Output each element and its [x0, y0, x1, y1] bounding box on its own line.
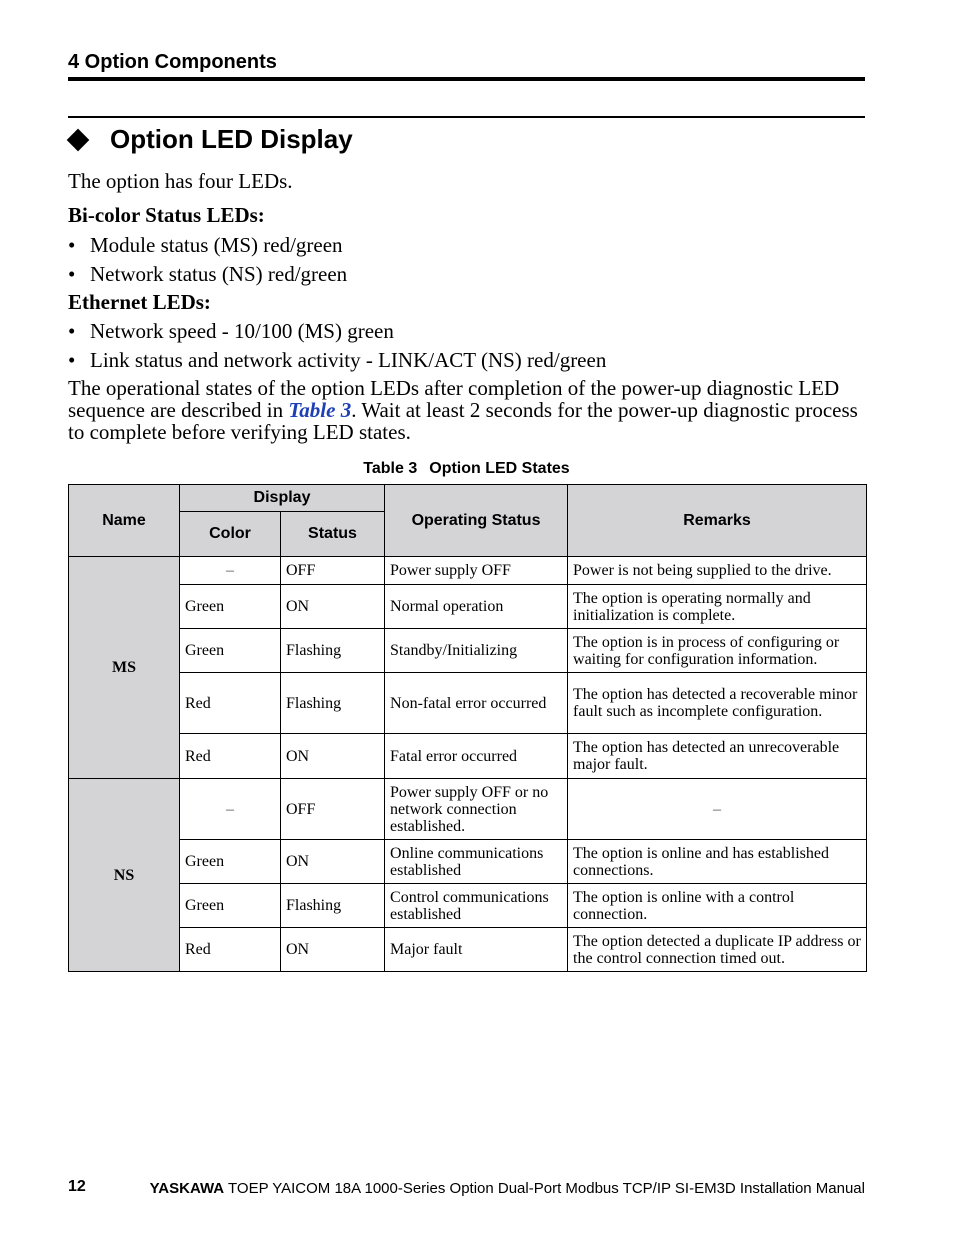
cell-operating: Power supply OFF or no network connection established. [385, 779, 568, 840]
paragraph-text-before: The operational states of the option LEDs after completion of the power-up diagnostic LED sequence are described in [68, 376, 840, 422]
ethernet-item-speed [68, 319, 394, 344]
bullet-text: Module status (MS) red/green [90, 233, 343, 257]
table-3-link[interactable]: Table 3 [288, 398, 352, 422]
footer-title [150, 1180, 865, 1197]
paragraph-text-after: . Wait at least 2 seconds for the power-up diagnostic process to complete before verifying LED states. [68, 398, 858, 444]
group-name-ms: MS [69, 557, 180, 779]
cell-color: Red [180, 673, 281, 734]
section-heading [66, 124, 353, 155]
header-name: Name [69, 485, 180, 557]
cell-color: Red [180, 928, 281, 972]
cell-color: – [180, 557, 281, 585]
cell-status: Flashing [281, 884, 385, 928]
led-states-table [68, 484, 867, 972]
cell-remarks: – [568, 779, 867, 840]
bullet-dot: • [68, 348, 76, 372]
diamond-bullet-icon [67, 128, 90, 151]
chapter-rule [68, 77, 865, 81]
footer-brand: YASKAWA [149, 1180, 225, 1197]
table-row [69, 779, 867, 840]
header-status: Status [281, 512, 385, 557]
bicolor-item-ms [68, 233, 343, 258]
page-number: 12 [68, 1178, 86, 1195]
cell-color: Green [180, 840, 281, 884]
table-row [69, 884, 867, 928]
cell-status: ON [281, 928, 385, 972]
bicolor-item-ns [68, 262, 347, 287]
header-operating-status: Operating Status [385, 485, 568, 557]
cell-status: Flashing [281, 629, 385, 673]
group-name-ns: NS [69, 779, 180, 972]
header-remarks: Remarks [568, 485, 867, 557]
table-row [69, 673, 867, 734]
cell-remarks: The option is online and has established connections. [568, 840, 867, 884]
table-row [69, 557, 867, 585]
intro-text: The option has four LEDs. [68, 169, 293, 193]
cell-operating: Online communications established [385, 840, 568, 884]
cell-operating: Power supply OFF [385, 557, 568, 585]
cell-operating: Non-fatal error occurred [385, 673, 568, 734]
cell-remarks: The option is in process of configuring or waiting for configuration information. [568, 629, 867, 673]
cell-operating: Major fault [385, 928, 568, 972]
cell-status: OFF [281, 557, 385, 585]
cell-status: ON [281, 585, 385, 629]
cell-color: Green [180, 884, 281, 928]
table-caption-number: Table 3 [363, 460, 418, 477]
cell-remarks: Power is not being supplied to the drive. [568, 557, 867, 585]
table-caption-title: Option LED States [429, 460, 570, 477]
ethernet-item-link [68, 348, 606, 373]
footer-manual-title: TOEP YAICOM 18A 1000-Series Option Dual-Port Modbus TCP/IP SI-EM3D Installation Manual [224, 1180, 865, 1197]
cell-color: Red [180, 734, 281, 779]
section-title: Option LED Display [110, 124, 353, 154]
description-paragraph [68, 377, 868, 443]
table-caption [68, 460, 865, 478]
table-row [69, 840, 867, 884]
cell-remarks: The option has detected a recoverable minor fault such as incomplete configuration. [568, 673, 867, 734]
bullet-text: Network status (NS) red/green [90, 262, 348, 286]
cell-remarks: The option is operating normally and initialization is complete. [568, 585, 867, 629]
bullet-dot: • [68, 262, 76, 286]
cell-status: OFF [281, 779, 385, 840]
ethernet-heading: Ethernet LEDs: [68, 290, 211, 314]
bullet-dot: • [68, 319, 76, 343]
bicolor-heading: Bi-color Status LEDs: [68, 203, 265, 227]
bullet-dot: • [68, 233, 76, 257]
bullet-text: Link status and network activity - LINK/ACT (NS) red/green [90, 348, 607, 372]
table-row [69, 928, 867, 972]
table-row [69, 629, 867, 673]
table-row [69, 585, 867, 629]
cell-status: Flashing [281, 673, 385, 734]
cell-color: Green [180, 629, 281, 673]
cell-color: Green [180, 585, 281, 629]
cell-status: ON [281, 734, 385, 779]
cell-operating: Standby/Initializing [385, 629, 568, 673]
cell-operating: Normal operation [385, 585, 568, 629]
cell-operating: Control communications established [385, 884, 568, 928]
cell-remarks: The option is online with a control connection. [568, 884, 867, 928]
header-display: Display [180, 485, 385, 512]
header-color: Color [180, 512, 281, 557]
cell-remarks: The option has detected an unrecoverable major fault. [568, 734, 867, 779]
cell-color: – [180, 779, 281, 840]
chapter-heading: 4 Option Components [68, 51, 277, 73]
cell-operating: Fatal error occurred [385, 734, 568, 779]
bullet-text: Network speed - 10/100 (MS) green [90, 319, 394, 343]
table-row [69, 734, 867, 779]
section-rule [68, 116, 865, 118]
cell-status: ON [281, 840, 385, 884]
cell-remarks: The option detected a duplicate IP address or the control connection timed out. [568, 928, 867, 972]
